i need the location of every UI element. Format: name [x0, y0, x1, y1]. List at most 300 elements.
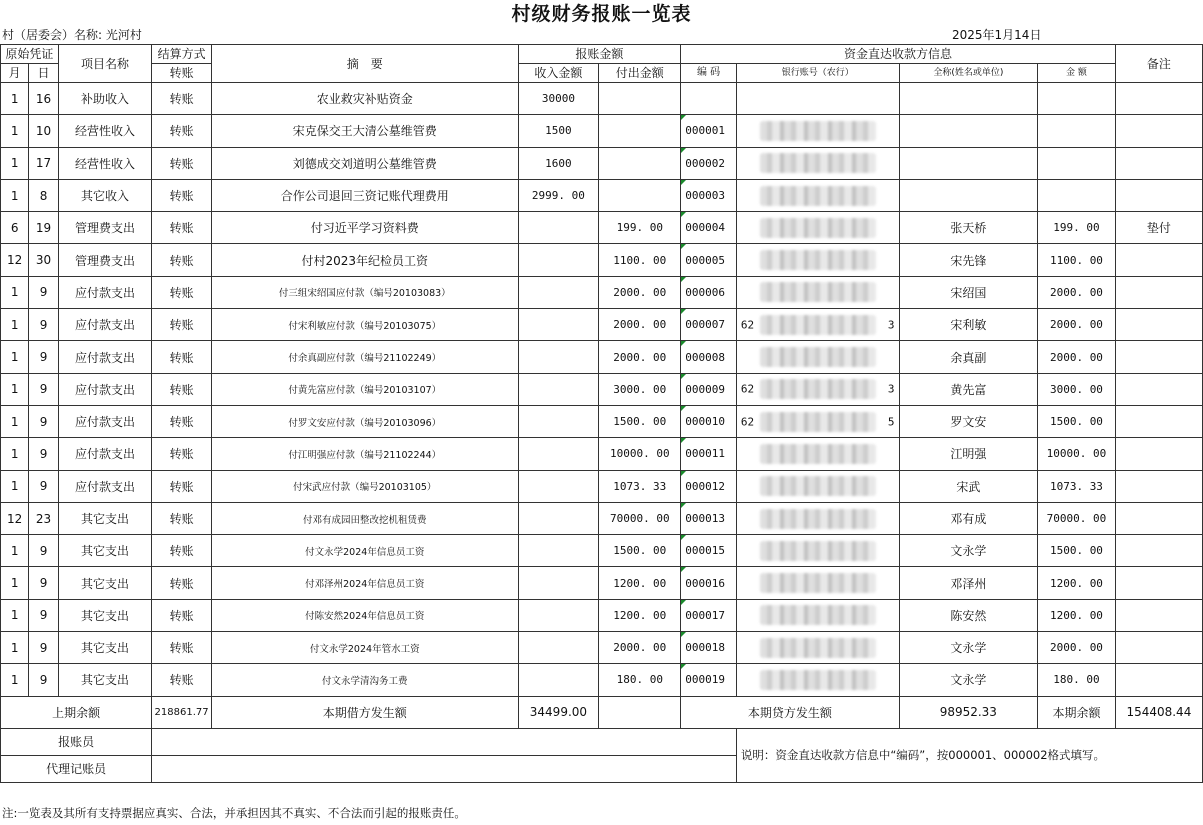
cell-expense: 3000. 00	[599, 373, 681, 405]
cell-item-name: 应付款支出	[58, 309, 151, 341]
cell-remark	[1115, 438, 1202, 470]
cell-income	[518, 373, 599, 405]
cell-month: 12	[1, 502, 29, 534]
cell-item-name: 其它支出	[58, 632, 151, 664]
cell-month: 1	[1, 83, 29, 115]
cell-month: 1	[1, 664, 29, 696]
cell-bank-account	[736, 502, 899, 534]
cell-remark	[1115, 309, 1202, 341]
cell-summary: 付文永学清沟务工费	[211, 664, 518, 696]
cell-expense	[599, 83, 681, 115]
cell-amount	[1038, 179, 1116, 211]
cell-full-name: 余真副	[899, 341, 1038, 373]
cell-expense: 2000. 00	[599, 276, 681, 308]
cell-income	[518, 470, 599, 502]
cell-income	[518, 502, 599, 534]
cell-full-name: 邓有成	[899, 502, 1038, 534]
cell-income	[518, 244, 599, 276]
cell-bank-account	[736, 83, 899, 115]
code-text: 000008	[685, 350, 725, 364]
cell-remark	[1115, 535, 1202, 567]
account-prefix: 62	[740, 415, 755, 429]
cell-summary: 付村2023年纪检员工资	[211, 244, 518, 276]
redacted-account-blur	[760, 315, 876, 335]
cell-day: 19	[29, 212, 58, 244]
table-row	[1, 438, 1203, 470]
cell-settlement: 转账	[152, 502, 212, 534]
cell-code	[681, 179, 737, 211]
cell-bank-account	[736, 470, 899, 502]
cell-item-name: 其它支出	[58, 567, 151, 599]
table-row	[1, 83, 1203, 115]
cell-remark	[1115, 244, 1202, 276]
cell-day: 30	[29, 244, 58, 276]
cell-month: 1	[1, 535, 29, 567]
cell-full-name: 陈安然	[899, 599, 1038, 631]
cell-month: 1	[1, 405, 29, 437]
cell-code	[681, 212, 737, 244]
cell-remark	[1115, 373, 1202, 405]
cell-amount: 180. 00	[1038, 664, 1116, 696]
cell-amount: 2000. 00	[1038, 309, 1116, 341]
cell-full-name: 邓泽州	[899, 567, 1038, 599]
code-text: 000006	[685, 285, 725, 299]
cell-code	[681, 470, 737, 502]
table-row	[1, 405, 1203, 437]
cell-expense: 180. 00	[599, 664, 681, 696]
cell-remark	[1115, 599, 1202, 631]
cell-month: 1	[1, 147, 29, 179]
cell-item-name: 应付款支出	[58, 341, 151, 373]
cell-code	[681, 276, 737, 308]
code-text: 000002	[685, 156, 725, 170]
cell-settlement: 转账	[152, 535, 212, 567]
code-text: 000012	[685, 479, 725, 493]
cell-item-name: 经营性收入	[58, 115, 151, 147]
cell-amount: 2000. 00	[1038, 276, 1116, 308]
cell-expense	[599, 147, 681, 179]
comment-marker-icon	[681, 148, 686, 153]
cell-amount: 1200. 00	[1038, 567, 1116, 599]
redacted-account-blur	[760, 121, 876, 141]
cell-expense: 1500. 00	[599, 535, 681, 567]
cell-remark: 垫付	[1115, 212, 1202, 244]
cell-item-name: 应付款支出	[58, 470, 151, 502]
prev-balance-value: 218861.77	[152, 696, 212, 728]
amount-group-header: 报账金额	[518, 45, 681, 64]
comment-marker-icon	[681, 341, 686, 346]
cell-full-name	[899, 115, 1038, 147]
cell-summary: 宋克保交王大清公墓维管费	[211, 115, 518, 147]
bank-account-header: 银行账号（农行）	[736, 64, 899, 83]
cell-item-name: 其它支出	[58, 599, 151, 631]
cell-day: 9	[29, 567, 58, 599]
account-suffix: 5	[887, 415, 895, 429]
account-suffix: 3	[887, 382, 895, 396]
cell-income: 30000	[518, 83, 599, 115]
cell-summary: 付江明强应付款（编号21102244）	[211, 438, 518, 470]
code-text: 000005	[685, 253, 725, 267]
cell-settlement: 转账	[152, 373, 212, 405]
redacted-account-blur	[760, 605, 876, 625]
cell-amount: 70000. 00	[1038, 502, 1116, 534]
cell-settlement: 转账	[152, 147, 212, 179]
cell-settlement: 转账	[152, 212, 212, 244]
cell-income	[518, 309, 599, 341]
cell-settlement: 转账	[152, 664, 212, 696]
reporter-signature-cell[interactable]	[152, 728, 737, 755]
cell-income	[518, 664, 599, 696]
cell-expense: 1073. 33	[599, 470, 681, 502]
cell-month: 1	[1, 341, 29, 373]
cell-amount: 1500. 00	[1038, 535, 1116, 567]
cell-amount: 1200. 00	[1038, 599, 1116, 631]
account-prefix: 62	[740, 382, 755, 396]
cell-day: 9	[29, 470, 58, 502]
cell-full-name: 江明强	[899, 438, 1038, 470]
cell-item-name: 应付款支出	[58, 276, 151, 308]
cell-settlement: 转账	[152, 567, 212, 599]
cell-summary: 付邓有成园田整改挖机租赁费	[211, 502, 518, 534]
cell-remark	[1115, 632, 1202, 664]
cell-settlement: 转账	[152, 599, 212, 631]
cell-full-name: 文永学	[899, 664, 1038, 696]
cell-bank-account	[736, 341, 899, 373]
cell-settlement: 转账	[152, 470, 212, 502]
cell-summary: 付邓泽州2024年信息员工资	[211, 567, 518, 599]
village-name: 村（居委会）名称: 光河村	[2, 28, 142, 42]
cell-day: 8	[29, 179, 58, 211]
redacted-account-blur	[760, 379, 876, 399]
cell-month: 1	[1, 276, 29, 308]
code-text: 000007	[685, 318, 725, 332]
comment-marker-icon	[681, 535, 686, 540]
comment-marker-icon	[681, 115, 686, 120]
redacted-account-blur	[760, 670, 876, 690]
cell-day: 10	[29, 115, 58, 147]
redacted-account-blur	[760, 153, 876, 173]
table-row	[1, 179, 1203, 211]
credit-value: 98952.33	[899, 696, 1038, 728]
account-prefix: 62	[740, 318, 755, 332]
cell-income: 2999. 00	[518, 179, 599, 211]
table-row	[1, 147, 1203, 179]
cell-month: 6	[1, 212, 29, 244]
cell-remark	[1115, 147, 1202, 179]
cell-code	[681, 664, 737, 696]
cell-remark	[1115, 83, 1202, 115]
cell-expense: 2000. 00	[599, 632, 681, 664]
cell-code	[681, 632, 737, 664]
redacted-account-blur	[760, 509, 876, 529]
cell-full-name: 宋绍国	[899, 276, 1038, 308]
cell-bank-account	[736, 179, 899, 211]
day-header: 日	[29, 64, 58, 83]
summary-empty	[599, 696, 681, 728]
cell-month: 1	[1, 179, 29, 211]
cell-month: 1	[1, 567, 29, 599]
cell-full-name: 文永学	[899, 632, 1038, 664]
report-table	[0, 44, 1203, 783]
cell-month: 1	[1, 309, 29, 341]
cell-income	[518, 405, 599, 437]
remark-header: 备注	[1115, 45, 1202, 83]
cell-amount: 1100. 00	[1038, 244, 1116, 276]
cell-code	[681, 341, 737, 373]
footer-note: 注:一览表及其所有支持票据应真实、合法，并承担因其不真实、不合法而引起的报账责任。	[2, 806, 466, 820]
credit-label: 本期贷方发生额	[681, 696, 899, 728]
settlement-sub-header: 转账	[152, 64, 212, 83]
cell-amount: 1073. 33	[1038, 470, 1116, 502]
code-text: 000001	[685, 124, 725, 138]
cell-expense: 1200. 00	[599, 599, 681, 631]
cell-summary: 付宋利敏应付款（编号20103075）	[211, 309, 518, 341]
comment-marker-icon	[681, 632, 686, 637]
cell-summary: 付文永学2024年信息员工资	[211, 535, 518, 567]
cell-bank-account	[736, 244, 899, 276]
full-name-header: 全称(姓名或单位)	[899, 64, 1038, 83]
redacted-account-blur	[760, 186, 876, 206]
cell-expense: 10000. 00	[599, 438, 681, 470]
cell-bank-account	[736, 212, 899, 244]
cell-remark	[1115, 664, 1202, 696]
code-text: 000010	[685, 415, 725, 429]
redacted-account-blur	[760, 444, 876, 464]
payee-group-header: 资金直达收款方信息	[681, 45, 1116, 64]
cell-code	[681, 373, 737, 405]
comment-marker-icon	[681, 406, 686, 411]
cell-code	[681, 244, 737, 276]
table-row	[1, 470, 1203, 502]
cell-day: 16	[29, 83, 58, 115]
agent-signature-cell[interactable]	[152, 755, 737, 782]
cell-expense	[599, 179, 681, 211]
table-row	[1, 309, 1203, 341]
cell-income: 1500	[518, 115, 599, 147]
table-row	[1, 502, 1203, 534]
cell-code	[681, 535, 737, 567]
cell-month: 1	[1, 632, 29, 664]
redacted-account-blur	[760, 250, 876, 270]
cell-summary: 合作公司退回三资记账代理费用	[211, 179, 518, 211]
cell-income	[518, 599, 599, 631]
cell-bank-account	[736, 535, 899, 567]
cell-remark	[1115, 470, 1202, 502]
cell-amount	[1038, 115, 1116, 147]
cell-code	[681, 115, 737, 147]
cell-amount	[1038, 83, 1116, 115]
table-row	[1, 212, 1203, 244]
cell-day: 9	[29, 341, 58, 373]
redacted-account-blur	[760, 476, 876, 496]
cell-remark	[1115, 341, 1202, 373]
cell-bank-account	[736, 567, 899, 599]
cell-remark	[1115, 567, 1202, 599]
report-date: 2025年1月14日	[952, 28, 1042, 42]
cell-income	[518, 438, 599, 470]
redacted-account-blur	[760, 638, 876, 658]
voucher-header: 原始凭证	[1, 45, 59, 64]
cell-summary: 付黄先富应付款（编号20103107）	[211, 373, 518, 405]
cell-bank-account	[736, 664, 899, 696]
code-header: 编 码	[681, 64, 737, 83]
table-row	[1, 373, 1203, 405]
cell-item-name: 应付款支出	[58, 405, 151, 437]
cell-settlement: 转账	[152, 83, 212, 115]
table-row	[1, 244, 1203, 276]
cell-day: 9	[29, 599, 58, 631]
redacted-account-blur	[760, 541, 876, 561]
cell-full-name: 宋先锋	[899, 244, 1038, 276]
page-title: 村级财务报账一览表	[511, 3, 692, 25]
table-row	[1, 567, 1203, 599]
code-text: 000015	[685, 544, 725, 558]
cell-income	[518, 341, 599, 373]
cell-expense	[599, 115, 681, 147]
comment-marker-icon	[681, 309, 686, 314]
cell-bank-account	[736, 276, 899, 308]
cell-full-name: 宋武	[899, 470, 1038, 502]
cell-remark	[1115, 276, 1202, 308]
expense-header: 付出金额	[599, 64, 681, 83]
prev-balance-label: 上期余额	[1, 696, 152, 728]
code-text: 000016	[685, 576, 725, 590]
redacted-account-blur	[760, 218, 876, 238]
redacted-account-blur	[760, 347, 876, 367]
cell-full-name	[899, 147, 1038, 179]
cell-income: 1600	[518, 147, 599, 179]
code-text: 000017	[685, 608, 725, 622]
cell-code	[681, 309, 737, 341]
code-text: 000019	[685, 673, 725, 687]
cell-expense: 1100. 00	[599, 244, 681, 276]
table-row	[1, 535, 1203, 567]
cell-expense: 70000. 00	[599, 502, 681, 534]
cell-day: 9	[29, 309, 58, 341]
table-row	[1, 115, 1203, 147]
instruction-note: 说明：资金直达收款方信息中“编码”，按000001、000002格式填写。	[736, 728, 1202, 782]
cell-summary: 刘德成交刘道明公墓维管费	[211, 147, 518, 179]
table-row	[1, 341, 1203, 373]
cell-amount: 199. 00	[1038, 212, 1116, 244]
cell-full-name: 张天桥	[899, 212, 1038, 244]
cell-item-name: 经营性收入	[58, 147, 151, 179]
cell-bank-account	[736, 147, 899, 179]
table-row	[1, 664, 1203, 696]
cell-item-name: 补助收入	[58, 83, 151, 115]
cell-income	[518, 567, 599, 599]
cell-item-name: 其它支出	[58, 535, 151, 567]
code-text: 000003	[685, 189, 725, 203]
cell-day: 17	[29, 147, 58, 179]
code-text: 000011	[685, 447, 725, 461]
cell-remark	[1115, 405, 1202, 437]
cell-month: 1	[1, 470, 29, 502]
code-text: 000009	[685, 382, 725, 396]
cell-amount: 2000. 00	[1038, 341, 1116, 373]
cell-day: 23	[29, 502, 58, 534]
cell-settlement: 转账	[152, 438, 212, 470]
item-name-header: 项目名称	[58, 45, 151, 83]
cell-full-name: 黄先富	[899, 373, 1038, 405]
cell-amount	[1038, 147, 1116, 179]
debit-label: 本期借方发生额	[211, 696, 518, 728]
cell-amount: 10000. 00	[1038, 438, 1116, 470]
cell-item-name: 应付款支出	[58, 438, 151, 470]
settlement-header: 结算方式	[152, 45, 212, 64]
cell-settlement: 转账	[152, 276, 212, 308]
cell-item-name: 管理费支出	[58, 244, 151, 276]
cell-income	[518, 535, 599, 567]
cell-full-name	[899, 179, 1038, 211]
account-suffix: 3	[887, 318, 895, 332]
cell-day: 9	[29, 373, 58, 405]
comment-marker-icon	[681, 277, 686, 282]
cell-settlement: 转账	[152, 115, 212, 147]
cell-expense: 2000. 00	[599, 341, 681, 373]
code-text: 000004	[685, 221, 725, 235]
cell-settlement: 转账	[152, 632, 212, 664]
amount-header: 金 额	[1038, 64, 1116, 83]
cell-month: 1	[1, 373, 29, 405]
cell-summary: 付习近平学习资料费	[211, 212, 518, 244]
cell-amount: 3000. 00	[1038, 373, 1116, 405]
cell-amount: 1500. 00	[1038, 405, 1116, 437]
cell-day: 9	[29, 438, 58, 470]
cell-code	[681, 502, 737, 534]
cell-remark	[1115, 115, 1202, 147]
cell-income	[518, 212, 599, 244]
redacted-account-blur	[760, 412, 876, 432]
curr-balance-value: 154408.44	[1115, 696, 1202, 728]
cell-item-name: 管理费支出	[58, 212, 151, 244]
cell-item-name: 应付款支出	[58, 373, 151, 405]
cell-bank-account	[736, 373, 899, 405]
debit-value: 34499.00	[518, 696, 599, 728]
cell-item-name: 其它支出	[58, 502, 151, 534]
cell-summary: 付余真副应付款（编号21102249）	[211, 341, 518, 373]
comment-marker-icon	[681, 180, 686, 185]
cell-code	[681, 405, 737, 437]
cell-bank-account	[736, 438, 899, 470]
cell-day: 9	[29, 632, 58, 664]
table-row	[1, 276, 1203, 308]
code-text: 000018	[685, 641, 725, 655]
cell-month: 12	[1, 244, 29, 276]
cell-expense: 199. 00	[599, 212, 681, 244]
month-header: 月	[1, 64, 29, 83]
cell-code	[681, 567, 737, 599]
comment-marker-icon	[681, 212, 686, 217]
comment-marker-icon	[681, 244, 686, 249]
table-row	[1, 599, 1203, 631]
cell-summary: 付陈安然2024年信息员工资	[211, 599, 518, 631]
cell-expense: 2000. 00	[599, 309, 681, 341]
comment-marker-icon	[681, 438, 686, 443]
cell-bank-account	[736, 405, 899, 437]
cell-summary: 农业救灾补贴资金	[211, 83, 518, 115]
cell-full-name: 罗文安	[899, 405, 1038, 437]
cell-summary: 付三组宋绍国应付款（编号20103083）	[211, 276, 518, 308]
cell-remark	[1115, 502, 1202, 534]
cell-settlement: 转账	[152, 179, 212, 211]
cell-item-name: 其它收入	[58, 179, 151, 211]
cell-bank-account	[736, 115, 899, 147]
cell-day: 9	[29, 405, 58, 437]
cell-day: 9	[29, 276, 58, 308]
cell-month: 1	[1, 438, 29, 470]
cell-day: 9	[29, 664, 58, 696]
